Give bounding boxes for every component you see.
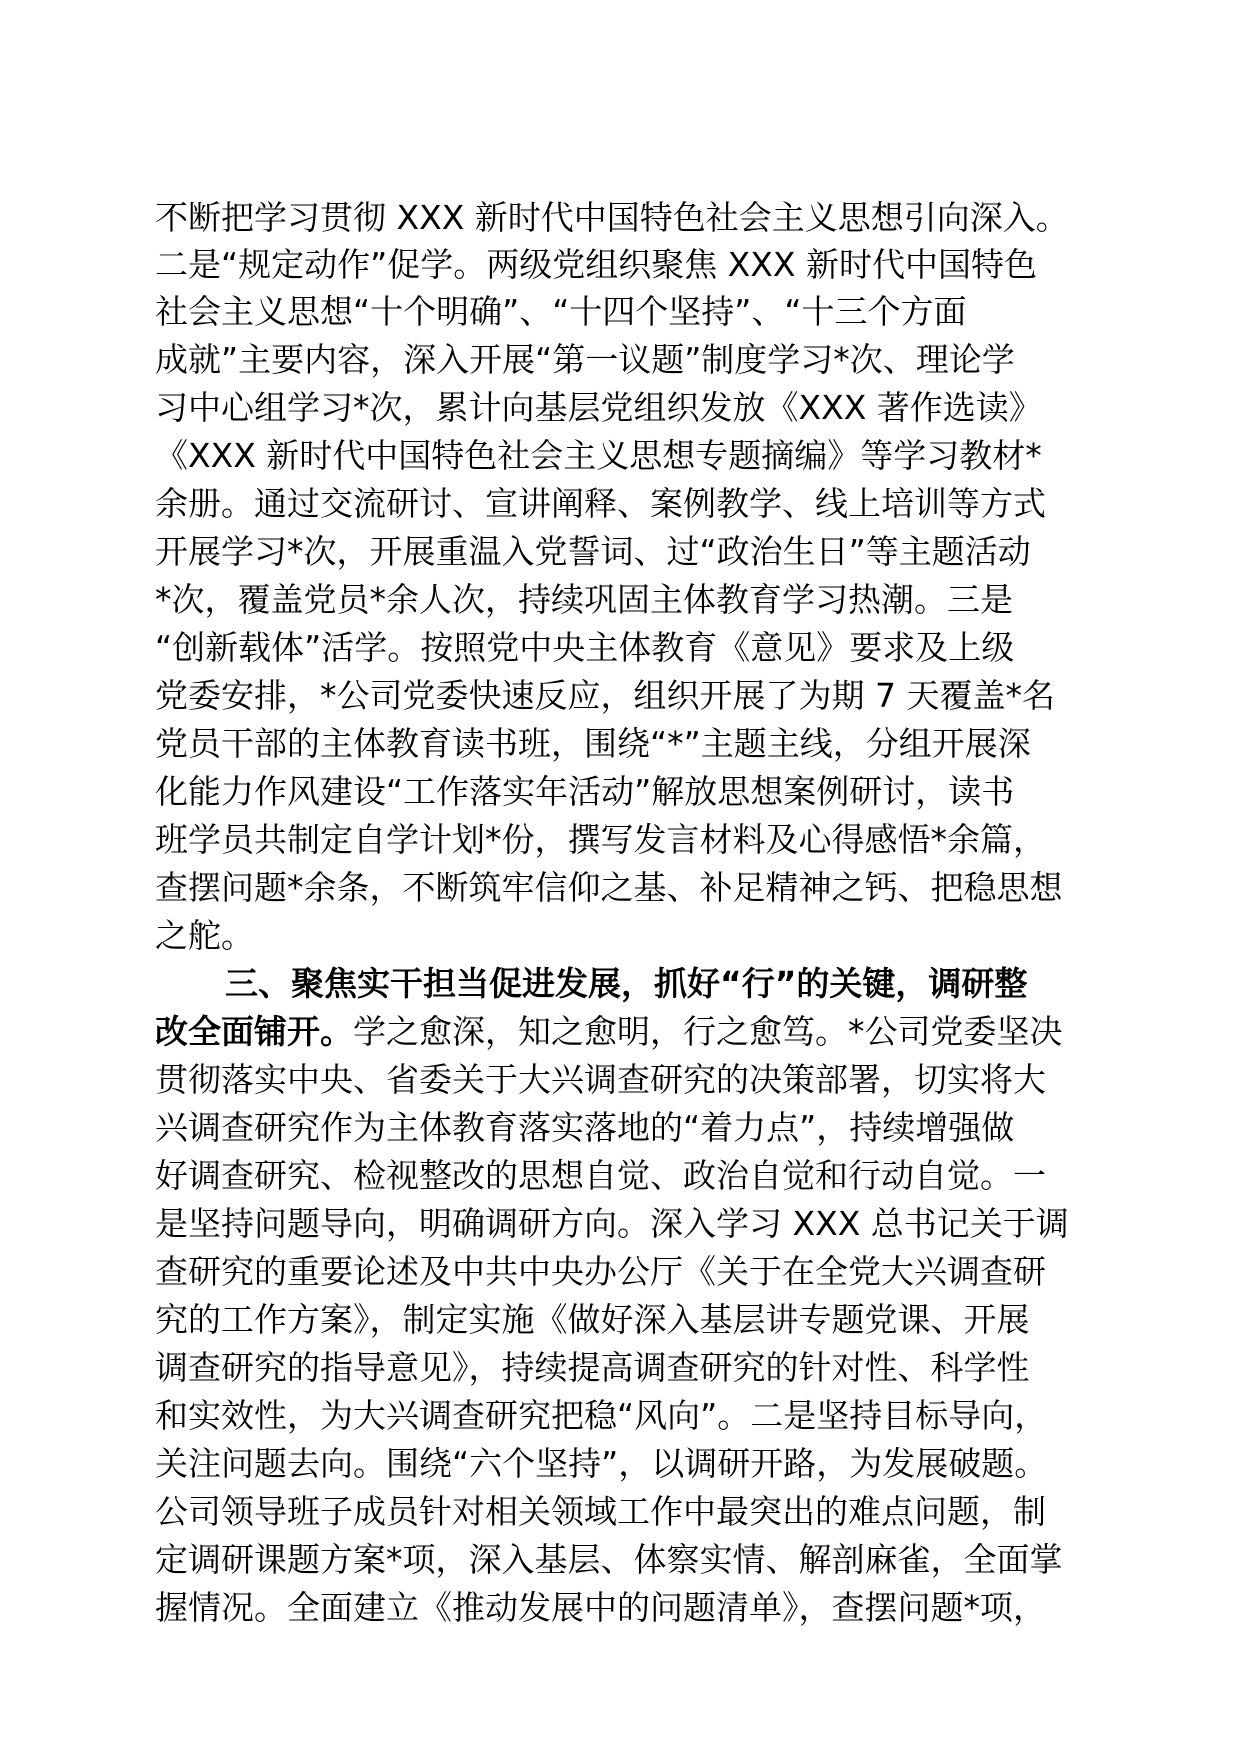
body-text-line: 查研究的重要论述及中共中央办公厅《关于在全党大兴调查研 (155, 1252, 1046, 1291)
body-text-line: “创新载体”活学。按照党中央主体教育《意见》要求及上级 (155, 628, 1015, 667)
body-text-line: 贯彻落实中央、省委关于大兴调查研究的决策部署，切实将大 (155, 1060, 1046, 1099)
body-text-line: 习中心组学习*次，累计向基层党组织发放《XXX 著作选读》 (155, 388, 1042, 427)
body-text-line: 成就”主要内容，深入开展“第一议题”制度学习*次、理论学 (155, 340, 1015, 379)
section-heading-continued: 改全面铺开。 (155, 1012, 353, 1051)
body-text-line: 党委安排，*公司党委快速反应，组织开展了为期 7 天覆盖*名 (155, 676, 1055, 715)
body-text-line: 二是“规定动作”促学。两级党组织聚焦 XXX 新时代中国特色 (155, 245, 1037, 284)
body-text-line: 《XXX 新时代中国特色社会主义思想专题摘编》等学习教材* (155, 436, 1042, 475)
body-text-line: 关注问题去向。围绕“六个坚持”，以调研开路，为发展破题。 (155, 1444, 1048, 1483)
body-text-line: 党员干部的主体教育读书班，围绕“*”主题主线，分组开展深 (155, 724, 1031, 763)
body-text-line: *次，覆盖党员*余人次，持续巩固主体教育学习热潮。三是 (155, 580, 1013, 619)
section-heading-line (225, 959, 1087, 1009)
body-text-line: 究的工作方案》，制定实施《做好深入基层讲专题党课、开展 (155, 1300, 1030, 1339)
body-text: 学之愈深，知之愈明，行之愈笃。*公司党委坚决 (353, 1012, 1063, 1051)
section-heading: 三、聚焦实干担当促进发展，抓好“行”的关键，调研整 (225, 964, 1028, 1003)
body-text-line: 班学员共制定自学计划*份，撰写发言材料及心得感悟*余篇， (155, 820, 1046, 859)
body-text-line: 定调研课题方案*项，深入基层、体察实情、解剖麻雀，全面掌 (155, 1540, 1063, 1579)
section-heading-continuation-line (155, 1007, 1087, 1057)
body-text-line: 社会主义思想“十个明确”、“十四个坚持”、“十三个方面 (155, 292, 967, 331)
body-text-line: 之舵。 (155, 916, 254, 955)
document-page (155, 0, 1087, 1754)
body-text-line: 兴调查研究作为主体教育落实落地的“着力点”，持续增强做 (155, 1108, 1015, 1147)
body-text-line: 好调查研究、检视整改的思想自觉、政治自觉和行动自觉。一 (155, 1156, 1046, 1195)
body-text-line: 公司领导班子成员针对相关领域工作中最突出的难点问题，制 (155, 1492, 1046, 1531)
body-text-line: 化能力作风建设“工作落实年活动”解放思想案例研讨，读书 (155, 772, 1015, 811)
body-text-line: 开展学习*次，开展重温入党誓词、过“政治生日”等主题活动 (155, 532, 1031, 571)
body-text-line: 握情况。全面建立《推动发展中的问题清单》，查摆问题*项， (155, 1588, 1046, 1627)
body-text-line: 不断把学习贯彻 XXX 新时代中国特色社会主义思想引向深入。 (155, 198, 1069, 237)
body-text-line: 和实效性，为大兴调查研究把稳“风向”。二是坚持目标导向， (155, 1396, 1048, 1435)
body-text-line: 调查研究的指导意见》，持续提高调查研究的针对性、科学性 (155, 1348, 1030, 1387)
body-text-line: 余册。通过交流研讨、宣讲阐释、案例教学、线上培训等方式 (155, 484, 1046, 523)
body-text-line: 查摆问题*余条，不断筑牢信仰之基、补足精神之钙、把稳思想 (155, 868, 1063, 907)
body-text-line: 是坚持问题导向，明确调研方向。深入学习 XXX 总书记关于调 (155, 1204, 1069, 1243)
